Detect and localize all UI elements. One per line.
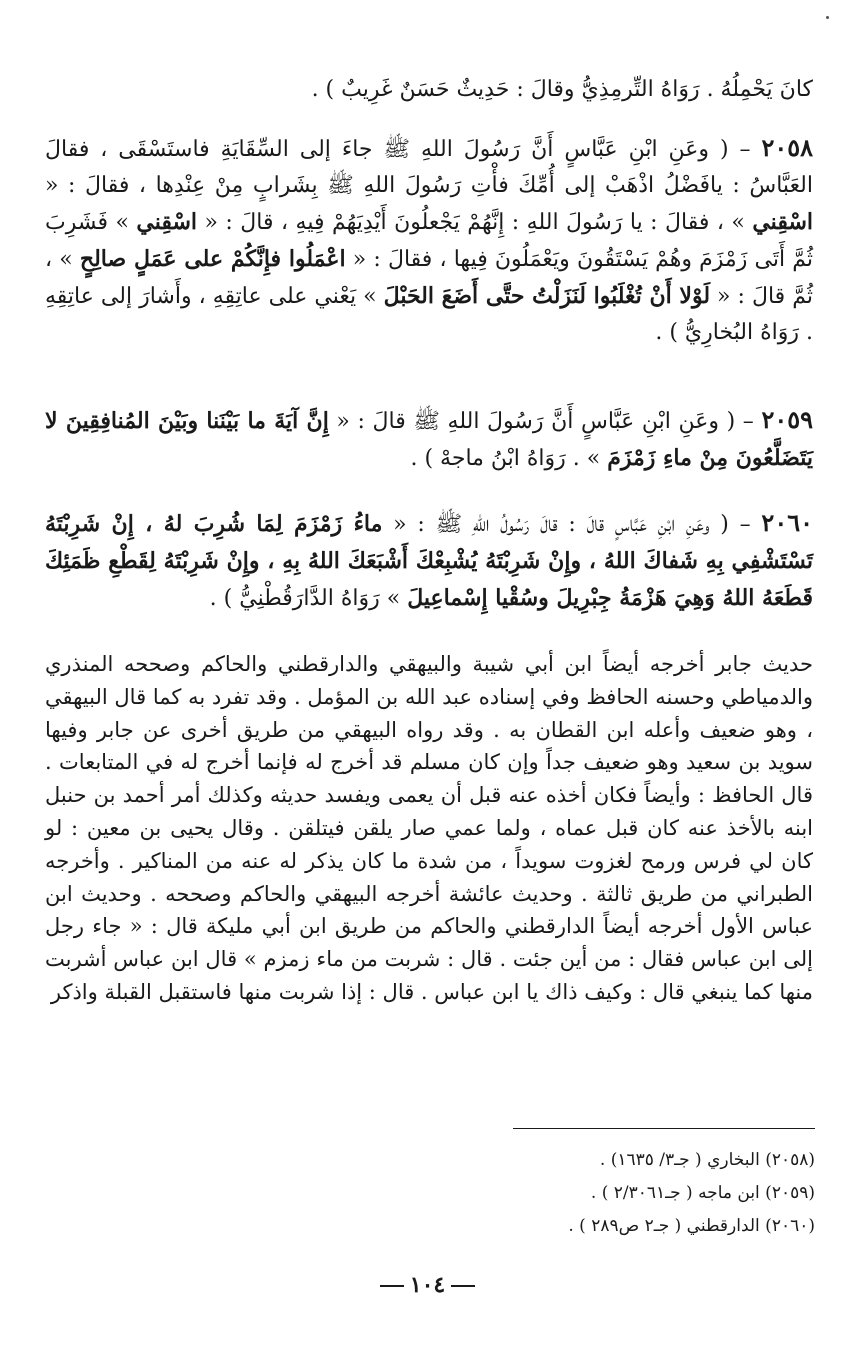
scan-speck xyxy=(826,16,829,19)
hadith-2058: ٢٠٥٨ – ( وعَنِ ابْنِ عَبَّاسٍ أَنَّ رَسُولَ اللهِ ﷺ جاءَ إلى السِّقَايَةِ فاستَسْقَى ، فقالَ العَبَّاسُ : يافَضْلُ اذْهَبْ إلى أُمِّكَ فأْتِ رَسُولَ اللهِ ﷺ بِشَرابٍ مِنْ عِنْدِها ، فقالَ : « اسْقِني » ، فقالَ : يا رَسُولَ اللهِ : إِنَّهُمْ يَجْعلُونَ أَيْدِيَهُمْ فِيهِ ، قالَ : « اسْقِني » فَشَرِبَ ثُمَّ أَتَى زَمْزَمَ وهُمْ يَسْتَقُونَ ويَعْمَلُونَ فِيها ، فقالَ : « اعْمَلُوا فإِنَّكُمْ على عَمَلٍ صالِحٍ » ، ثُمَّ قالَ : « لَوْلا أَنْ تُغْلَبُوا لَنَزَلْتُ حتَّى أَضَعَ الحَبْلَ » يَعْني على عاتِقِهِ ، وأَشارَ إلى عاتِقِهِ . رَوَاهُ البُخارِيُّ ) . xyxy=(45,133,814,345)
hadith-number: ٢٠٥٩ xyxy=(761,405,813,434)
continuation-line: كانَ يَحْمِلُهُ . رَوَاهُ التِّرمِذِيُّ وقالَ : حَدِيثٌ حَسَنٌ غَرِيبٌ ) . xyxy=(311,77,813,102)
page-number: ١٠٤ xyxy=(0,1272,855,1298)
prophetic-quote: اسْقِني xyxy=(136,209,198,235)
hadith-number: ٢٠٦٠ xyxy=(761,508,813,537)
dash-ornament xyxy=(451,1285,475,1287)
dash-ornament xyxy=(380,1285,404,1287)
hadith-2060: ٢٠٦٠ – ( وعَنِ ابْنِ عَبَّاسٍ قالَ : قالَ رَسُولُ اللهِ ﷺ : « ماءُ زَمْزَمَ لِمَا شُرِبَ لهُ ، إِنْ شَرِبْتَهُ تَسْتَشْفِي بِهِ شَفاكَ اللهُ ، وإِنْ شَرِبْتَهُ يُشْبِعْكَ أَشْبَعَكَ اللهُ بِهِ ، وإِنْ شَرِبْتَهُ لِقَطْعِ ظَمَئِكَ قَطَعَهُ اللهُ وَهِيَ هَزْمَةُ جِبْرِيلَ وسُقْيا إِسْماعِيلَ » رَوَاهُ الدَّارَقُطْنِيُّ ) . xyxy=(45,508,813,611)
hadith-2059: ٢٠٥٩ – ( وعَنِ ابْنِ عَبَّاسٍ أَنَّ رَسُولَ اللهِ ﷺ قالَ : « إِنَّ آيَةَ ما بَيْنَنا وبَيْنَ المُنافِقِينَ لا يَتَضَلَّعُونَ مِنْ ماءِ زَمْزَمَ » . رَوَاهُ ابْنُ ماجهْ ) . xyxy=(45,405,813,471)
prophetic-quote: لَوْلا أَنْ تُغْلَبُوا لَنَزَلْتُ حتَّى أَضَعَ الحَبْلَ xyxy=(383,283,711,309)
footnote: (٢٠٥٨) البخاري ( جـ٣/ ١٦٣٥) . xyxy=(599,1150,815,1170)
footnote-separator xyxy=(513,1128,815,1129)
footnote: (٢٠٦٠) الدارقطني ( جـ٢ ص٢٨٩ ) . xyxy=(568,1216,815,1236)
prophetic-quote: اسْقِني xyxy=(752,209,813,235)
prophetic-quote: اعْمَلُوا فإِنَّكُمْ على عَمَلٍ صالِحٍ xyxy=(79,246,346,272)
commentary-paragraph: حديث جابر أخرجه أيضاً ابن أبي شيبة والبيهقي والدارقطني والحاكم وصححه المنذري والدمياطي وحسنه الحافظ وفي إسناده عبد الله بن المؤمل . وقد تفرد به كما قال البيهقي ، وهو ضعيف وأعله ابن القطان به . وقد رواه البيهقي من طريق أخرى عن جابر وفيها سويد بن سعيد وهو ضعيف جداً وإن كان مسلم قد أخرج له فإنما أخرج له في المتابعات . قال الحافظ : وأيضاً فكان أخذه عنه قبل أن يعمى ويفسد حديثه وكذلك أمر أحمد بن حنبل ابنه بالأخذ عنه كان قبل عماه ، ولما عمي صار يلقن فيتلقن . وقال يحيى بن معين : لو كان لي فرس ورمح لغزوت سويداً ، من شدة ما كان يذكر له عنه من المناكير . وأخرجه الطبراني من طريق ثالثة . وحديث عائشة أخرجه البيهقي والحاكم وصححه . وحديث ابن عباس الأول أخرجه أيضاً الدارقطني والحاكم من طريق ابن أبي مليكة قال : « جاء رجل إلى ابن عباس فقال : من أين جئت . قال : شربت من ماء زمزم » قال ابن عباس أشربت منها كما ينبغي قال : وكيف ذاك يا ابن عباس . قال : إذا شربت منها فاستقبل القبلة واذكر xyxy=(45,652,814,1004)
hadith-number: ٢٠٥٨ xyxy=(761,133,813,162)
prophetic-quote: ماءُ زَمْزَمَ لِمَا شُرِبَ لهُ ، إِنْ شَرِبْتَهُ تَسْتَشْفِي بِهِ شَفاكَ اللهُ ، وإِنْ شَرِبْتَهُ يُشْبِعْكَ أَشْبَعَكَ اللهُ بِهِ ، وإِنْ شَرِبْتَهُ لِقَطْعِ ظَمَئِكَ قَطَعَهُ اللهُ وَهِيَ هَزْمَةُ جِبْرِيلَ وسُقْيا إِسْماعِيلَ xyxy=(45,511,813,611)
prophetic-quote: إِنَّ آيَةَ ما بَيْنَنا وبَيْنَ المُنافِقِينَ لا يَتَضَلَّعُونَ مِنْ ماءِ زَمْزَمَ xyxy=(45,408,813,471)
footnotes xyxy=(315,1144,815,1243)
footnote: (٢٠٥٩) ابن ماجه ( جـ٢/٣٠٦١ ) . xyxy=(590,1183,815,1203)
